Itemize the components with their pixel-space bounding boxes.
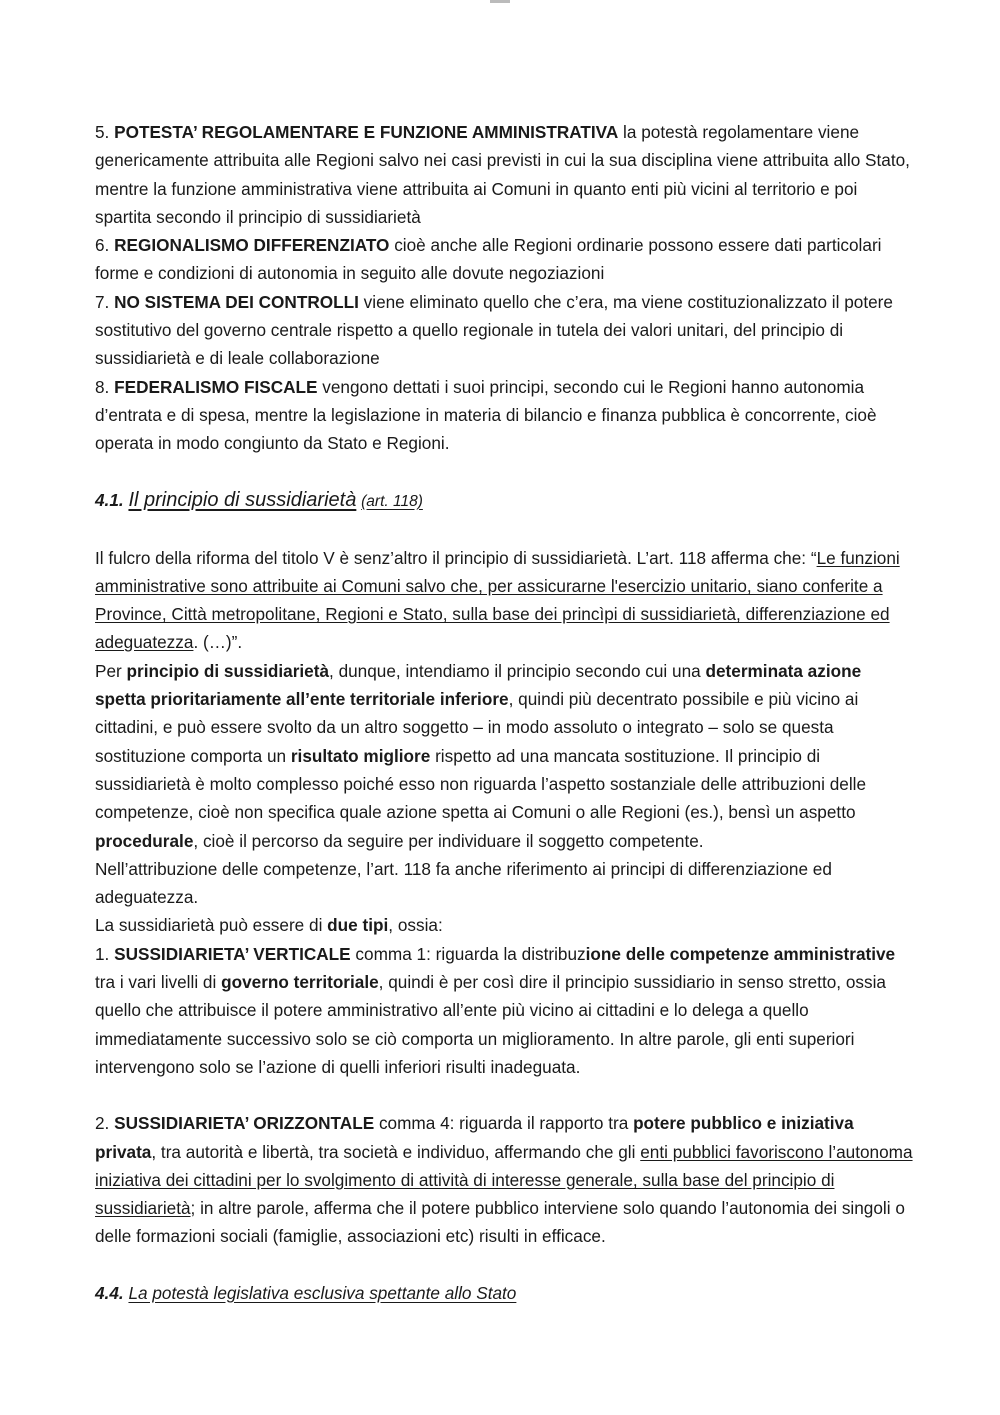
para-text: comma 1: riguarda la distribuz: [350, 943, 586, 964]
item-heading: SUSSIDIARIETA’ VERTICALE: [114, 943, 351, 964]
bold-term: ione delle competenze amministrative: [585, 943, 896, 964]
list-item-7: [95, 288, 915, 373]
para-text: comma 4: riguarda il rapporto tra: [374, 1113, 634, 1134]
bold-term: procedurale: [95, 830, 194, 851]
section-heading-4-4: [95, 1279, 915, 1307]
para-text: , tra autorità e libertà, tra società e individuo, affermando che gli: [151, 1141, 641, 1162]
item-heading: POTESTA’ REGOLAMENTARE E FUNZIONE AMMINISTRATIVA: [114, 122, 619, 142]
para-text: rispetto ad una mancata sostituzione. Il principio di sussidiarietà è molto complesso poiché esso non riguarda l’aspetto sostanziale delle attribuzioni delle competenze, cioè non specifica quale azione spetta ai Comuni o alle Regioni (es.), bensì un aspetto: [95, 745, 867, 823]
list-item-vertical: [95, 940, 915, 1081]
item-text: viene eliminato quello che c’era, ma viene costituzionalizzato il potere sostitutivo del governo centrale rispetto a quello regionale in tutela dei valori unitari, del principio di sussidiarietà e di leale collaborazione: [95, 291, 893, 369]
bold-term: principio di sussidiarietà: [126, 660, 330, 681]
bold-term: risultato migliore: [290, 745, 431, 766]
para-text: , quindi più decentrato possibile e più vicino ai cittadini, e può essere svolto da un altro soggetto – in modo assoluto o integrato – solo se questa sostituzione comporta un: [95, 689, 859, 766]
item-number: 1.: [95, 943, 115, 964]
para-text: , dunque, intendiamo il principio secondo cui una: [329, 660, 706, 681]
item-heading: FEDERALISMO FISCALE: [114, 376, 318, 397]
item-heading: NO SISTEMA DEI CONTROLLI: [114, 291, 359, 312]
paragraph-types: [95, 911, 915, 939]
document-page: [95, 118, 915, 1307]
underlined-text: enti pubblici favoriscono l’autonoma iniziativa dei cittadini per lo svolgimento di attività di interesse generale, sulla base del principio di sussidiarietà: [95, 1141, 913, 1219]
para-text: , quindi è per così dire il principio sussidiario in senso stretto, ossia quello che attribuisce il potere amministrativo all’ente più vicino ai cittadini e lo delega a quello immediatamente successivo solo se ciò comporta un miglioramento. In altre parole, gli enti superiori intervengono solo se l’azione di quelli inferiori risulti inadeguata.: [95, 972, 886, 1077]
list-item-5: [95, 118, 915, 231]
section-title: Il principio di sussidiarietà: [128, 488, 357, 511]
section-number: 4.4.: [95, 1282, 124, 1303]
bold-term: determinata azione spetta prioritariamente all’ente territoriale inferiore: [95, 660, 862, 710]
paragraph-definition: [95, 657, 915, 855]
section-title: La potestà legislativa esclusiva spettante allo Stato: [128, 1282, 517, 1303]
para-text: Per: [95, 660, 127, 681]
section-heading-4-1: [95, 486, 915, 516]
bold-term: due tipi: [327, 915, 389, 936]
para-text: tra i vari livelli di: [95, 972, 222, 993]
bold-term: governo territoriale: [221, 972, 379, 993]
bold-term: potere pubblico e iniziativa privata: [95, 1113, 854, 1162]
top-mark: [490, 0, 510, 3]
item-number: 6.: [95, 235, 115, 256]
paragraph-intro: [95, 544, 915, 657]
item-text: vengono dettati i suoi principi, secondo cui le Regioni hanno autonomia d’entrata e di spesa, mentre la legislazione in materia di bilancio e finanza pubblica è concorrente, cioè operata in modo congiunto da Stato e Regioni.: [95, 376, 877, 454]
section-article-ref: (art. 118): [361, 492, 423, 510]
para-text: . (…)”.: [193, 632, 243, 653]
para-text: La sussidiarietà può essere di: [95, 915, 328, 936]
para-text: ; in altre parole, afferma che il potere pubblico interviene solo quando l’autonomia dei singoli o delle formazioni sociali (famiglie, associazioni etc) risulti in efficace.: [95, 1198, 905, 1247]
item-number: 2.: [95, 1113, 115, 1134]
para-text: , cioè il percorso da seguire per individuare il soggetto competente.: [193, 830, 704, 851]
article-quote: Le funzioni amministrative sono attribuite ai Comuni salvo che, per assicurarne l'esercizio unitario, siano conferite a Province, Città metropolitane, Regioni e Stato, sulla base dei princìpi di sussidiarietà, differenziazione ed adeguatezza: [95, 547, 900, 653]
item-heading: SUSSIDIARIETA’ ORIZZONTALE: [114, 1113, 375, 1134]
item-number: 5.: [95, 122, 115, 142]
item-text: la potestà regolamentare viene genericamente attribuita alle Regioni salvo nei casi previsti in cui la sua disciplina viene attribuita allo Stato, mentre la funzione amministrativa viene attribuita ai Comuni in quanto enti più vicini al territorio e poi spartita secondo il principio di sussidiarietà: [95, 122, 910, 227]
list-item-6: [95, 231, 915, 288]
item-heading: REGIONALISMO DIFFERENZIATO: [114, 235, 390, 256]
list-item-8: [95, 373, 915, 458]
para-text: , ossia:: [388, 915, 443, 936]
item-number: 7.: [95, 291, 115, 312]
item-number: 8.: [95, 376, 115, 397]
list-item-horizontal: [95, 1109, 915, 1250]
para-text: Il fulcro della riforma del titolo V è senz’altro il principio di sussidiarietà. L’art. 118 afferma che: “: [95, 547, 817, 568]
section-number: 4.1.: [95, 489, 124, 510]
paragraph-differentiation: Nell’attribuzione delle competenze, l’art. 118 fa anche riferimento ai principi di differenziazione ed adeguatezza.: [95, 858, 832, 908]
item-text: cioè anche alle Regioni ordinarie possono essere dati particolari forme e condizioni di autonomia in seguito alle dovute negoziazioni: [95, 235, 882, 284]
